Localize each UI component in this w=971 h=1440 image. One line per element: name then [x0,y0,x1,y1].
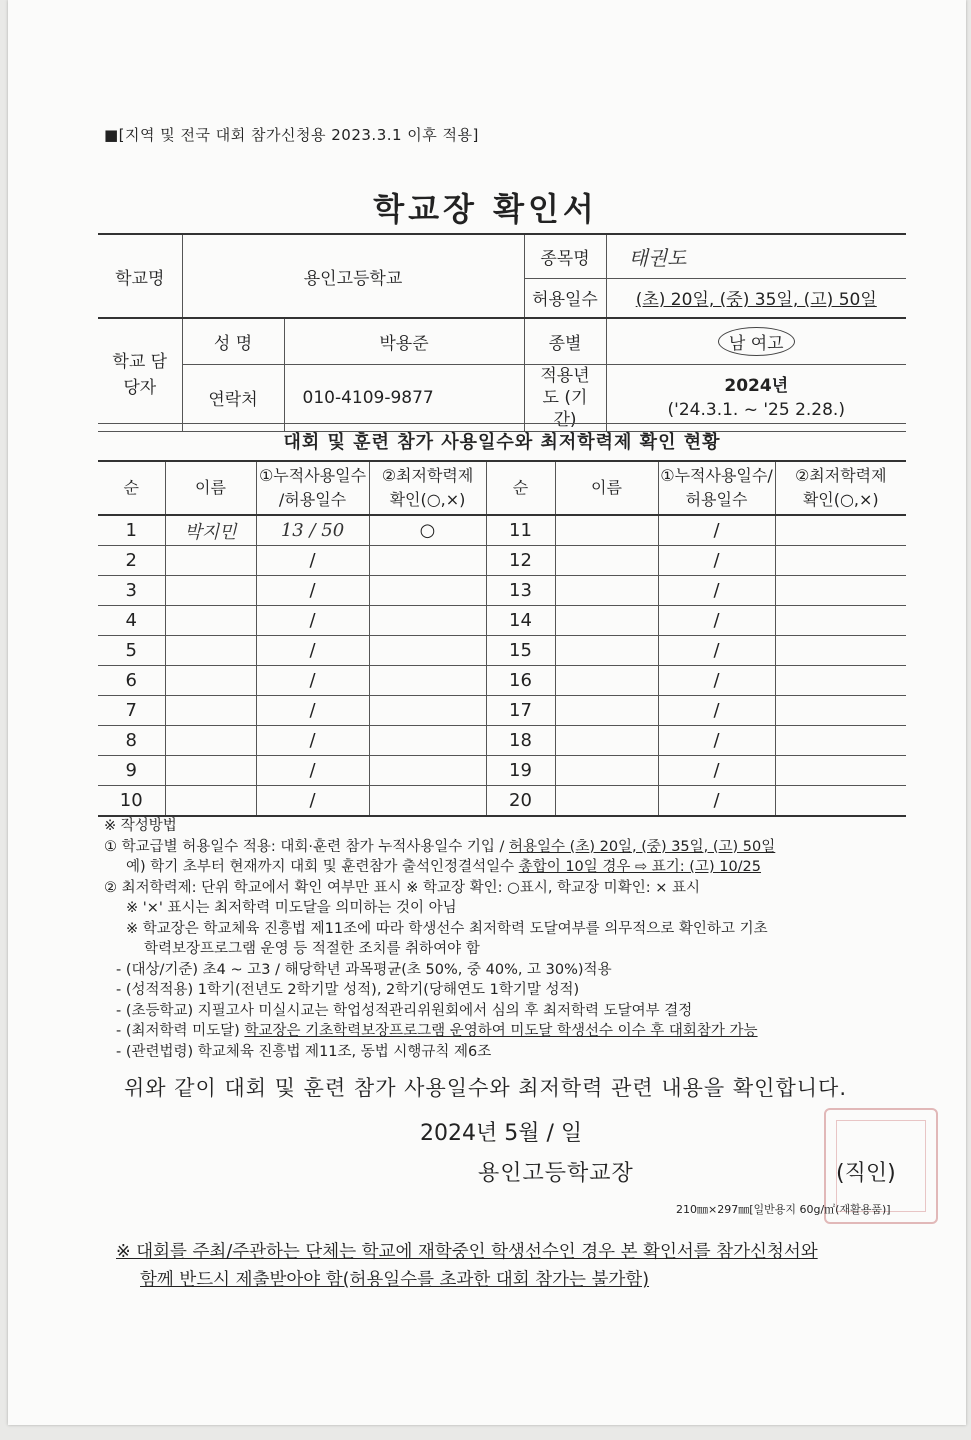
row-check-right [775,606,906,636]
row-no-right: 15 [486,636,555,666]
signature-date: 2024년 5월 / 일 [420,1121,583,1146]
form-note: ■[지역 및 전국 대회 참가신청용 2023.3.1 이후 적용] [104,126,479,144]
row-no: 3 [98,576,165,606]
row-days-right: / [658,546,775,576]
col-academic-right-line1: ②최저학력제 [794,466,887,485]
table-row [98,666,906,696]
row-name-right [555,786,658,817]
name-value: 박용준 [284,318,524,364]
row-name-right [555,546,658,576]
notes-heading: ※ 작성방법 [104,818,177,834]
instructions [104,816,914,1062]
note-9: - (초등학교) 지필고사 미실시교는 학업성적관리위원회에서 심의 후 최저학력 도달여부 결정 [116,1002,693,1019]
row-no: 5 [98,636,165,666]
row-check-right [775,696,906,726]
staff-label: 학교 담당자 [98,318,182,431]
row-days: / [256,636,369,666]
allowed-label: 허용일수 [524,278,606,318]
contact-value: 010-4109-9877 [284,364,524,431]
row-no-right: 13 [486,576,555,606]
note-10 [104,1021,914,1042]
row-no-right: 11 [486,515,555,546]
row-days: / [256,726,369,756]
row-name [165,666,256,696]
col-academic [369,461,486,515]
col-days-line2: /허용일수 [278,490,347,509]
note-1 [104,837,914,858]
row-days: 13 / 50 [256,515,369,546]
col-name: 이름 [165,461,256,515]
row-days-right: / [658,576,775,606]
row-name [165,546,256,576]
row-name-right [555,666,658,696]
row-name-right [555,606,658,636]
row-days: / [256,546,369,576]
footer-line-2: 함께 반드시 제출받아야 함(허용일수를 초과한 대회 참가는 불가함) [140,1270,650,1290]
row-no-right: 16 [486,666,555,696]
row-days-right: / [658,515,775,546]
row-check [369,666,486,696]
row-days-right: / [658,696,775,726]
row-name-right [555,726,658,756]
row-name-right [555,756,658,786]
note-2-text: 예) 학기 초부터 현재까지 대회 및 훈련참가 출석인정결석일수 [126,859,519,875]
row-name [165,636,256,666]
row-days: / [256,666,369,696]
row-no: 2 [98,546,165,576]
row-no: 8 [98,726,165,756]
row-check [369,756,486,786]
school-label: 학교명 [98,234,182,318]
col-academic-line2: 확인(○,×) [389,490,466,509]
section-title: 대회 및 훈련 참가 사용일수와 최저학력제 확인 현황 [98,423,906,461]
note-11: - (관련법령) 학교체육 진흥법 제11조, 동법 시행규칙 제6조 [116,1043,492,1060]
table-row [98,606,906,636]
row-check [369,786,486,817]
document-title: 학교장 확인서 [373,190,598,228]
note-10-underlined: 학교장은 기초학력보장프로그램 운영하여 미도달 학생선수 이수 후 대회참가 가능 [244,1023,758,1039]
row-check-right [775,636,906,666]
col-academic-right [775,461,906,515]
row-days-right: / [658,786,775,817]
row-no: 1 [98,515,165,546]
seal-label: (직인) [836,1161,896,1186]
sport-value: 태권도 [606,234,906,278]
row-check [369,606,486,636]
row-days-right: / [658,636,775,666]
row-check [369,696,486,726]
row-no-right: 18 [486,726,555,756]
table-row [98,726,906,756]
type-value [606,318,906,364]
note-3: ② 최저학력제: 단위 학교에서 확인 여부만 표시 ※ 학교장 확인: ○표시, 학교장 미확인: × 표시 [104,879,700,896]
row-name-right [555,515,658,546]
row-name-right [555,696,658,726]
note-7: - (대상/기준) 초4 ~ 고3 / 해당학년 과목평균(초 50%, 중 40%, 고 30%)적용 [116,961,612,978]
row-no-right: 12 [486,546,555,576]
row-no-right: 19 [486,756,555,786]
note-2-underlined: 총합이 10일 경우 ⇨ 표기: (고) 10/25 [518,859,762,875]
row-no: 6 [98,666,165,696]
participation-table [98,460,906,817]
table-row [98,636,906,666]
row-name [165,726,256,756]
row-name [165,756,256,786]
row-days: / [256,756,369,786]
col-days-right-line2: 허용일수 [685,490,748,509]
table-row [98,576,906,606]
school-value: 용인고등학교 [182,234,524,318]
row-no: 9 [98,756,165,786]
col-days-right [658,461,775,515]
table-row [98,515,906,546]
sport-label: 종목명 [524,234,606,278]
row-check-right [775,576,906,606]
footer-note [116,1238,916,1294]
row-name: 박지민 [165,515,256,546]
row-no-right: 14 [486,606,555,636]
row-no: 4 [98,606,165,636]
row-days-right: / [658,606,775,636]
row-days-right: / [658,756,775,786]
year-cell [606,364,906,431]
table-row [98,696,906,726]
year-value: 2024년 [724,375,789,396]
col-no: 순 [98,461,165,515]
principal-title: 용인고등학교장 [478,1161,634,1186]
col-days-right-line1: ①누적사용일수/ [660,466,773,485]
row-check [369,636,486,666]
col-no-right: 순 [486,461,555,515]
row-days: / [256,606,369,636]
note-1-underlined: 허용일수 (초) 20일, (중) 35일, (고) 50일 [509,838,776,855]
row-no-right: 20 [486,786,555,817]
note-1-text: ① 학교급별 허용일수 적용: 대회·훈련 참가 누적사용일수 기입 / [104,838,510,855]
row-check-right [775,515,906,546]
col-academic-line1: ②최저학력제 [381,466,474,485]
row-check-right [775,546,906,576]
row-check [369,546,486,576]
row-days: / [256,696,369,726]
allowed-value: (초) 20일, (중) 35일, (고) 50일 [606,278,906,318]
note-2 [104,857,914,878]
note-6: 학력보장프로그램 운영 등 적절한 조치를 취하여야 함 [144,941,480,957]
row-name-right [555,576,658,606]
confirmation-text: 위와 같이 대회 및 훈련 참가 사용일수와 최저학력 관련 내용을 확인합니다. [123,1076,847,1100]
type-label: 종별 [524,318,606,364]
row-check-right [775,726,906,756]
row-no-right: 17 [486,696,555,726]
row-check: ○ [369,515,486,546]
info-table [98,233,906,432]
col-academic-right-line2: 확인(○,×) [802,490,879,509]
note-4: ※ '×' 표시는 최저학력 미도달을 의미하는 것이 아님 [126,900,457,916]
row-no: 10 [98,786,165,817]
table-row [98,546,906,576]
col-name-right: 이름 [555,461,658,515]
note-8: - (성적적용) 1학기(전년도 2학기말 성적), 2학기(당해연도 1학기말 성적) [116,982,580,998]
row-name [165,606,256,636]
note-10-text: - (최저학력 미도달) [116,1023,245,1039]
type-circled: 남 여고 [718,327,795,356]
contact-label: 연락처 [182,364,284,431]
row-check-right [775,666,906,696]
year-label: 적용년도 (기간) [524,364,606,431]
row-name [165,786,256,817]
col-days [256,461,369,515]
name-label: 성 명 [182,318,284,364]
paper-spec: 210㎜×297㎜[일반용지 60g/㎡(재활용품)] [676,1203,891,1216]
table-row [98,786,906,817]
row-days-right: / [658,666,775,696]
row-days: / [256,576,369,606]
row-name-right [555,636,658,666]
note-5: ※ 학교장은 학교체육 진흥법 제11조에 따라 학생선수 최저학력 도달여부를 의무적으로 확인하고 기초 [126,920,768,937]
row-no: 7 [98,696,165,726]
col-days-line1: ①누적사용일수 [258,466,367,485]
row-check [369,576,486,606]
row-check-right [775,756,906,786]
row-check [369,726,486,756]
row-check-right [775,786,906,817]
row-name [165,696,256,726]
period-value: ('24.3.1. ~ '25 2.28.) [667,399,845,420]
row-days: / [256,786,369,817]
row-days-right: / [658,726,775,756]
row-name [165,576,256,606]
table-row [98,756,906,786]
footer-line-1: ※ 대회를 주최/주관하는 단체는 학교에 재학중인 학생선수인 경우 본 확인서를 참가신청서와 [116,1242,818,1262]
